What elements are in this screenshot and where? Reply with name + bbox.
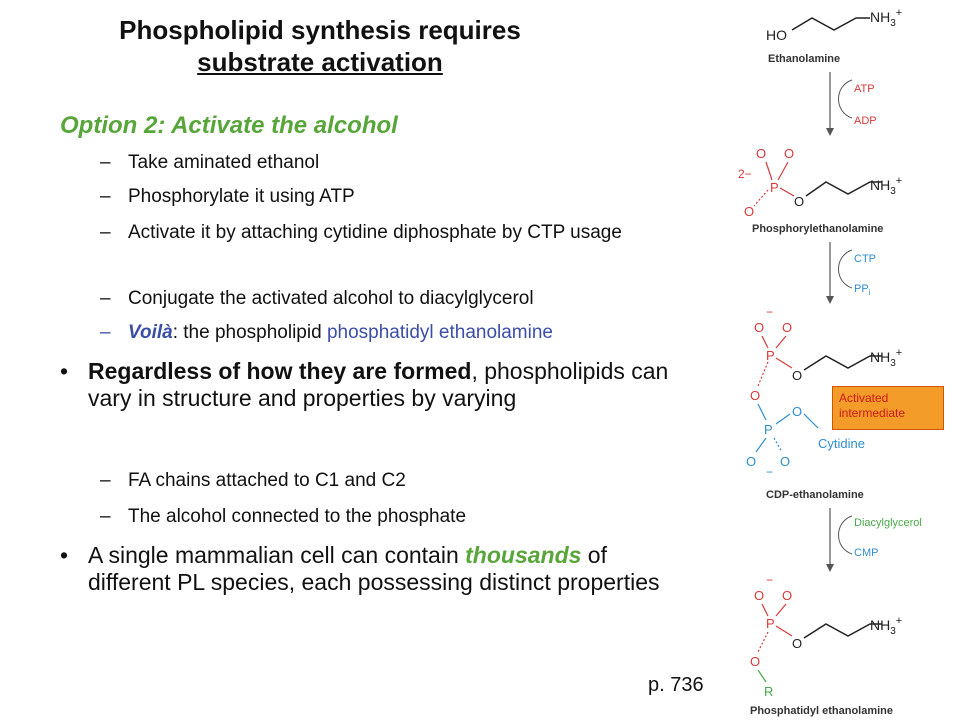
dash: –	[100, 470, 111, 491]
dash: –	[100, 152, 111, 173]
bullet-bold: Regardless of how they are formed	[88, 358, 472, 384]
oxygen-label: O	[792, 368, 803, 383]
phosphoethanolamine-label: Phosphorylethanolamine	[752, 223, 884, 235]
cdp-ethanolamine-label: CDP-ethanolamine	[766, 489, 864, 501]
voila-text: : the phospholipid	[172, 322, 327, 343]
hydroxyl-label: HO	[766, 27, 787, 43]
pathway-diagram	[730, 0, 960, 720]
phosphorus-label: P	[770, 180, 779, 195]
amine-label: $NH_3^+$	[870, 175, 903, 197]
phosphoethanolamine-structure	[738, 146, 902, 235]
amine-label: $NH_3^+$	[870, 7, 903, 29]
step-item	[100, 186, 748, 208]
dash: –	[100, 288, 111, 309]
oxygen-label: O	[792, 636, 803, 651]
oxygen-label: O	[750, 388, 761, 403]
ppi-label: $PP_i$	[854, 283, 871, 297]
title-line-1: Phospholipid synthesis requires	[119, 15, 521, 45]
diacylglycerol-label: Diacylglycerol	[854, 517, 922, 529]
step-item	[100, 222, 738, 244]
charge-label: 2−	[738, 167, 752, 181]
sub-item	[100, 506, 748, 528]
step-text: Phosphorylate it using ATP	[128, 186, 355, 207]
charge-label: −	[766, 465, 774, 479]
option-heading: Option 2: Activate the alcohol	[60, 112, 398, 139]
emphasis-thousands: thousands	[465, 542, 582, 568]
charge-label: −	[766, 305, 774, 319]
dash: –	[100, 506, 111, 527]
phosphatidyl-ethanolamine-structure	[750, 573, 902, 717]
step-text: Take aminated ethanol	[128, 152, 320, 173]
oxygen-label: O	[782, 320, 793, 335]
amine-label: $NH_3^+$	[870, 347, 903, 369]
dash: –	[100, 186, 111, 207]
cmp-label: CMP	[854, 547, 879, 559]
arrow-step-1	[826, 72, 877, 136]
oxygen-label: O	[750, 654, 761, 669]
oxygen-label: O	[744, 204, 755, 219]
oxygen-label: O	[784, 146, 795, 161]
oxygen-label: O	[756, 146, 767, 161]
voila-word: Voilà	[128, 322, 173, 343]
title-line-2: substrate activation	[197, 47, 443, 77]
product-name: phosphatidyl ethanolamine	[326, 322, 553, 343]
step-text: Conjugate the activated alcohol to diacylglycerol	[128, 288, 534, 309]
phosphorus-label: P	[766, 616, 775, 631]
adp-label: ADP	[854, 115, 877, 127]
arrow-step-3	[826, 508, 922, 572]
bullet-thousands	[60, 542, 688, 596]
bullet-text: of different PL species, each possessing distinct properties	[88, 542, 660, 595]
r-group-label: R	[764, 684, 774, 699]
step-item	[100, 152, 748, 174]
oxygen-label: O	[754, 588, 765, 603]
oxygen-label: O	[792, 404, 803, 419]
amine-label: $NH_3^+$	[870, 615, 903, 637]
dash: –	[100, 222, 111, 243]
ethanolamine-structure	[766, 7, 902, 65]
bullet-regardless	[60, 358, 678, 412]
slide-title	[40, 14, 600, 78]
sub-text: The alcohol connected to the phosphate	[128, 506, 467, 527]
bullet-text: , phospholipids can vary in structure and properties by varying	[88, 358, 669, 411]
activated-intermediate-note: Activated intermediate	[832, 386, 944, 430]
arrow-step-2	[826, 242, 876, 304]
atp-label: ATP	[854, 83, 875, 95]
ethanolamine-label: Ethanolamine	[768, 53, 841, 65]
step-text: Activate it by attaching cytidine diphosphate by CTP usage	[128, 222, 622, 243]
page-reference: p. 736	[648, 674, 704, 696]
bullet-dot: •	[60, 542, 69, 568]
phosphorus-label: P	[766, 348, 775, 363]
bullet-text: A single mammalian cell can contain	[88, 542, 466, 568]
phosphorus-label: P	[764, 422, 773, 437]
phosphatidyl-ethanolamine-label: Phosphatidyl ethanolamine	[750, 705, 894, 717]
dash: –	[100, 322, 111, 343]
ctp-label: CTP	[854, 253, 876, 265]
voila-item	[100, 322, 748, 344]
oxygen-label: O	[794, 194, 805, 209]
charge-label: −	[766, 573, 774, 587]
oxygen-label: O	[754, 320, 765, 335]
step-item	[100, 288, 748, 310]
oxygen-label: O	[746, 454, 757, 469]
oxygen-label: O	[782, 588, 793, 603]
oxygen-label: O	[780, 454, 791, 469]
bullet-dot: •	[60, 358, 69, 384]
cytidine-label: Cytidine	[818, 436, 865, 451]
sub-text: FA chains attached to C1 and C2	[128, 470, 406, 491]
sub-item	[100, 470, 748, 492]
